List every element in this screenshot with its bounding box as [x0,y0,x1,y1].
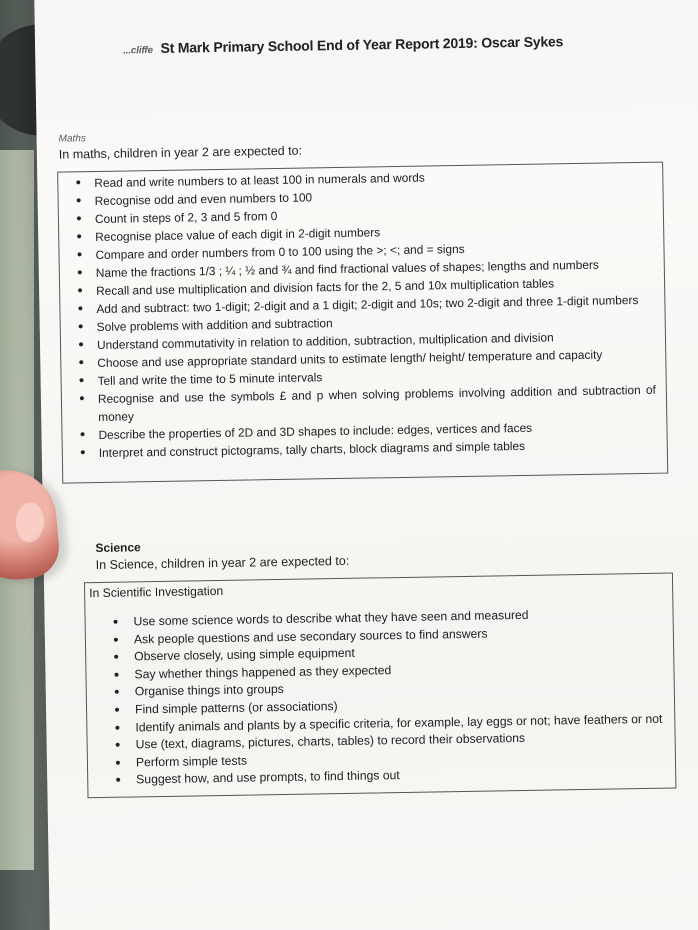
list-item-text: Recognise odd and even numbers to 100 [94,190,313,209]
list-item-text: Interpret and construct pictograms, tally charts, block diagrams and simple tables [98,438,526,460]
bullet-icon: • [114,684,120,702]
list-item-text: Find simple patterns (or associations) [134,699,338,717]
list-item-text: Say whether things happened as they expected [134,662,392,682]
list-item-text: Recognise and use the symbols £ and p when solving problems involving addition and subtraction of money [97,382,656,424]
bullet-icon: • [115,754,121,772]
bullet-icon: • [114,719,121,737]
science-heading: Science [95,540,141,556]
list-item-text: Ask people questions and use secondary sources to find answers [133,626,488,647]
bullet-icon: • [80,444,86,462]
bullet-icon: • [79,390,85,408]
bullet-icon: • [79,426,86,444]
bullet-icon: • [113,631,119,649]
list-item-text: Understand commutativity in relation to addition, subtraction, multiplication and division [96,330,554,353]
list-item-text: Suggest how, and use prompts, to find things out [136,768,400,787]
maths-expectations-box [57,162,668,484]
list-item-text: Read and write numbers to at least 100 in numerals and words [94,170,425,191]
list-item-text: Compare and order numbers from 0 to 100 using the >; <; and = signs [95,241,465,263]
bullet-icon: • [76,228,82,246]
bullet-icon: • [75,174,82,192]
maths-heading: Maths [58,133,86,145]
bullet-icon: • [113,666,120,684]
list-item-text: Use (text, diagrams, pictures, charts, tables) to record their observations [135,731,526,752]
bullet-icon: • [113,648,119,666]
list-item-text: Use some science words to describe what they have seen and measured [133,607,529,629]
bullet-icon: • [77,264,83,282]
report-paper [34,0,698,930]
list-item-text: Organise things into groups [134,682,284,699]
science-investigation-box [84,572,677,798]
list-item-text: Recall and use multiplication and division facts for the 2, 5 and 10x multiplication tables [96,276,555,299]
bullet-icon: • [112,613,119,631]
report-title-main: St Mark Primary School End of Year Report 2019: Oscar Sykes [160,33,564,56]
list-item-text: Add and subtract: two 1-digit; 2-digit and a 1 digit; 2-digit and 10s; two 2-digit and three 1-digit numbers [96,293,639,317]
bullet-icon: • [76,210,82,228]
bullet-icon: • [78,354,85,372]
bullet-icon: • [114,701,120,719]
list-item-text: Tell and write the time to 5 minute intervals [97,370,323,388]
maths-list [72,165,657,463]
bullet-icon: • [78,372,85,390]
maths-intro: In maths, children in year 2 are expected to: [58,143,303,162]
list-item-text: Recognise place value of each digit in 2-digit numbers [95,225,381,245]
scientific-investigation-heading: In Scientific Investigation [89,583,224,601]
list-item-text: Perform simple tests [135,753,248,770]
thumbnail-highlight [15,502,45,543]
bullet-icon: • [115,772,122,790]
bullet-icon: • [77,282,83,300]
bullet-icon: • [77,318,84,336]
list-item-text: Solve problems with addition and subtraction [96,316,333,335]
list-item-text: Observe closely, using simple equipment [134,645,355,664]
science-intro: In Science, children in year 2 are expected to: [95,553,350,573]
science-list [109,605,666,790]
bullet-icon: • [76,246,83,264]
report-title [123,32,663,57]
list-item-text: Name the fractions 1/3 ; ¼ ; ½ and ¾ and find fractional values of shapes; lengths and numbers [95,257,599,281]
list-item-text: Identify animals and plants by a specific criteria, for example, lay eggs or not; have feathers or not [135,711,663,734]
bullet-icon: • [77,300,84,318]
bullet-icon: • [114,736,121,754]
list-item-text: Count in steps of 2, 3 and 5 from 0 [94,208,278,227]
bullet-icon: • [75,192,82,210]
list-item-text: Describe the properties of 2D and 3D shapes to include: edges, vertices and faces [98,420,533,442]
list-item-text: Choose and use appropriate standard units to estimate length/ height/ temperature and capacity [97,347,603,371]
report-title-prefix: ...cliffe [123,45,153,57]
bullet-icon: • [78,336,84,354]
